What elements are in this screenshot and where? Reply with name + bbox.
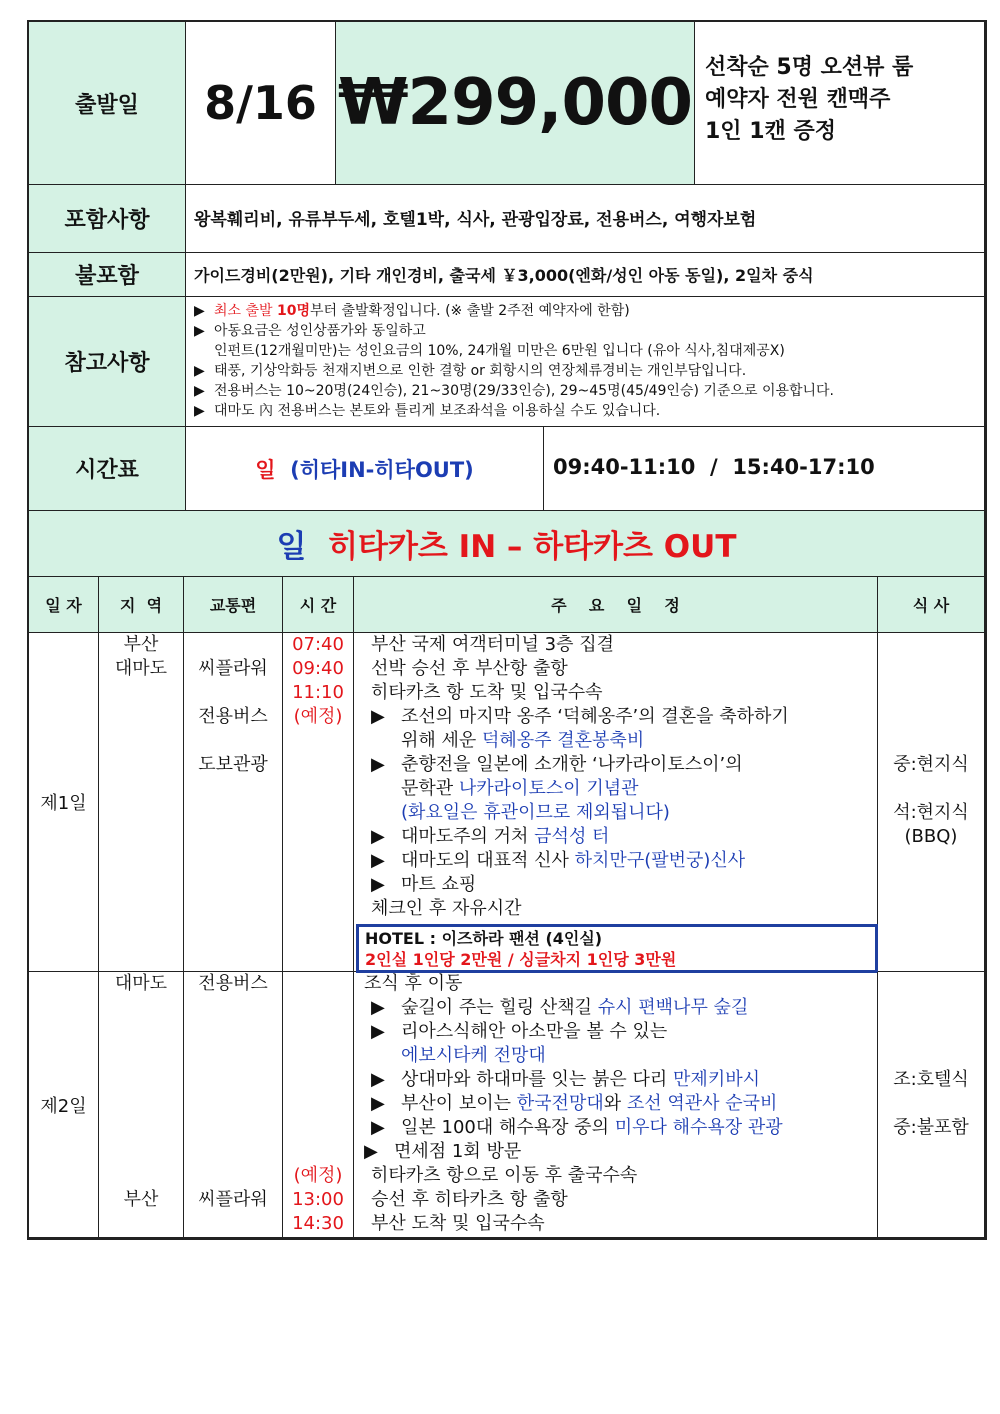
- meal-text: (BBQ): [904, 826, 958, 847]
- itinerary-line: 체크인 후 자유시간: [371, 898, 522, 919]
- triangle-bullet-icon: ▶: [371, 1021, 385, 1042]
- itinerary-line: 문학관: [401, 778, 459, 799]
- meal-text: 석:현지식: [893, 802, 969, 823]
- departure-label: 출발일: [29, 22, 186, 185]
- itinerary-line: 조선의 마지막 옹주 ‘덕혜옹주’의 결혼을 축하하기: [401, 706, 789, 727]
- schedule-day: 일: [255, 457, 276, 482]
- itinerary-line: 와: [603, 1093, 627, 1114]
- day2-label: 제2일: [29, 972, 99, 1238]
- notes-line: 전용버스는 10~20명(24인승), 21~30명(29/33인승), 29~45명(45/49인승) 기준으로 이용합니다.: [214, 383, 835, 399]
- col-header-time: 시 간: [283, 577, 354, 633]
- triangle-bullet-icon: ▶: [371, 850, 385, 871]
- itinerary-line: 부산 국제 여객터미널 3층 집결: [371, 634, 614, 655]
- attraction-name: 나카라이토스이 기념관: [458, 778, 639, 799]
- itinerary-line: 대마도주의 거처: [401, 826, 535, 847]
- itinerary-line: 위해 세운: [401, 730, 482, 751]
- day2-transport: [184, 972, 283, 1238]
- attraction-name: 하치만구(팔번궁)신사: [574, 850, 746, 871]
- triangle-bullet-icon: ▶: [194, 383, 205, 399]
- itinerary-line: 부산이 보이는: [401, 1093, 517, 1114]
- itinerary-line: 조식 후 이동: [364, 973, 463, 994]
- attraction-name: 조선 역관사 순국비: [626, 1093, 778, 1114]
- triangle-bullet-icon: ▶: [194, 403, 205, 419]
- route-banner: [29, 511, 985, 577]
- included-label: 포함사항: [29, 185, 186, 253]
- region-text: 대마도: [114, 658, 168, 679]
- excluded-text: 가이드경비(2만원), 기타 개인경비, 출국세 ￥3,000(엔화/성인 아동 동일), 2일차 중식: [186, 253, 985, 297]
- notes-body: [186, 297, 985, 427]
- itinerary-line: 승선 후 히타카츠 항 출항: [371, 1189, 568, 1210]
- time-text: 11:10: [292, 682, 344, 703]
- time-text: (예정): [293, 706, 343, 727]
- triangle-bullet-icon: ▶: [371, 706, 385, 727]
- notes-line: 부터 출발확정입니다. (※ 출발 2주전 예약자에 한함): [310, 303, 630, 319]
- day1-label: 제1일: [29, 633, 99, 972]
- included-text: 왕복훼리비, 유류부두세, 호텔1박, 식사, 관광입장료, 전용버스, 여행자보험: [186, 185, 985, 253]
- transport-text: 전용버스: [198, 706, 268, 727]
- triangle-bullet-icon: ▶: [371, 754, 385, 775]
- day1-itinerary: [354, 633, 878, 972]
- attraction-name: 금석성 터: [534, 826, 610, 847]
- day1-meals: [878, 633, 985, 972]
- day2-times: [283, 972, 354, 1238]
- hotel-box: [356, 924, 878, 973]
- itinerary-line: 일본 100대 해수욕장 중의: [401, 1117, 615, 1138]
- price: ₩299,000: [336, 22, 695, 185]
- notes-label: 참고사항: [29, 297, 186, 427]
- attraction-name: 한국전망대: [516, 1093, 604, 1114]
- col-header-itinerary: 주 요 일 정: [354, 577, 878, 633]
- min-departure-count: 10명: [277, 303, 311, 319]
- hotel-surcharge: 2인실 1인당 2만원 / 싱글차지 1인당 3만원: [365, 950, 677, 969]
- promo-line: 선착순 5명 오션뷰 룸: [705, 55, 914, 80]
- notes-line: 아동요금은 성인상품가와 동일하고: [214, 323, 426, 339]
- min-departure-text: 최소 출발: [214, 303, 277, 319]
- triangle-bullet-icon: ▶: [371, 826, 385, 847]
- triangle-bullet-icon: ▶: [371, 1117, 385, 1138]
- meal-text: 중:불포함: [893, 1117, 969, 1138]
- triangle-bullet-icon: ▶: [371, 1093, 385, 1114]
- triangle-bullet-icon: ▶: [371, 997, 385, 1018]
- triangle-bullet-icon: ▶: [194, 323, 205, 339]
- meal-text: 조:호텔식: [893, 1069, 969, 1090]
- day2-meals: [878, 972, 985, 1238]
- itinerary-line: 부산 도착 및 입국수속: [371, 1213, 545, 1234]
- itinerary-line: 대마도의 대표적 신사: [401, 850, 575, 871]
- triangle-bullet-icon: ▶: [194, 303, 205, 319]
- attraction-name: 슈시 편백나무 숲길: [597, 997, 749, 1018]
- region-text: 부산: [123, 1189, 159, 1210]
- attraction-name: 만제키바시: [673, 1069, 760, 1090]
- col-header-region: 지 역: [99, 577, 184, 633]
- promo-line: 예약자 전원 캔맥주: [705, 87, 891, 112]
- itinerary-line: 히타카츠 항 도착 및 입국수속: [371, 682, 603, 703]
- transport-text: 도보관광: [198, 754, 268, 775]
- day2-regions: [99, 972, 184, 1238]
- time-text: 14:30: [292, 1213, 344, 1234]
- departure-date: 8/16: [186, 22, 336, 185]
- col-header-day: 일 자: [29, 577, 99, 633]
- col-header-meals: 식 사: [878, 577, 985, 633]
- banner-title: 히타카츠 IN – 하타카츠 OUT: [328, 529, 737, 565]
- attraction-name: 에보시타케 전망대: [401, 1045, 546, 1066]
- attraction-name: 덕혜옹주 결혼봉축비: [482, 730, 645, 751]
- schedule-route: [186, 427, 544, 511]
- itinerary-line: 상대마와 하대마를 잇는 붉은 다리: [401, 1069, 674, 1090]
- itinerary-line: 춘향전을 일본에 소개한 ‘나카라이토스이’의: [401, 754, 743, 775]
- meal-text: 중:현지식: [893, 754, 969, 775]
- triangle-bullet-icon: ▶: [194, 363, 205, 379]
- excluded-label: 불포함: [29, 253, 186, 297]
- transport-text: 씨플라워: [198, 1189, 268, 1210]
- notes-line: 인펀트(12개월미만)는 성인요금의 10%, 24개월 미만은 6만원 입니다 (유아 식사,침대제공X): [214, 343, 785, 359]
- notes-line: 대마도 內 전용버스는 본토와 틀리게 보조좌석을 이용하실 수도 있습니다.: [214, 403, 661, 419]
- triangle-bullet-icon: ▶: [371, 1069, 385, 1090]
- itinerary-line: 선박 승선 후 부산항 출항: [371, 658, 568, 679]
- time-text: 13:00: [292, 1189, 344, 1210]
- day1-times: [283, 633, 354, 972]
- itinerary-line: 마트 쇼핑: [401, 874, 477, 895]
- time-text: 09:40: [292, 658, 344, 679]
- col-header-transport: 교통편: [184, 577, 283, 633]
- itinerary-line: 면세점 1회 방문: [394, 1141, 522, 1162]
- notes-line: 태풍, 기상악화등 천재지변으로 인한 결항 or 회항시의 연장체류경비는 개인부담입니다.: [214, 363, 747, 379]
- banner-day: 일: [276, 529, 307, 565]
- schedule-times: 09:40-11:10 / 15:40-17:10: [544, 427, 985, 511]
- itinerary-line: 히타카츠 항으로 이동 후 출국수속: [371, 1165, 638, 1186]
- promo-line: 1인 1캔 증정: [705, 119, 836, 144]
- day1-transport: [184, 633, 283, 972]
- hotel-name: HOTEL : 이즈하라 팬션 (4인실): [365, 929, 603, 948]
- day2-itinerary: [354, 972, 878, 1238]
- closure-note: (화요일은 휴관이므로 제외됩니다): [401, 802, 670, 823]
- region-text: 대마도: [114, 973, 168, 994]
- triangle-bullet-icon: ▶: [364, 1141, 378, 1162]
- itinerary-line: 숲길이 주는 힐링 산책길: [401, 997, 598, 1018]
- schedule-route-text: (히타IN-히타OUT): [290, 457, 474, 482]
- attraction-name: 미우다 해수욕장 관광: [614, 1117, 783, 1138]
- time-text: (예정): [293, 1165, 343, 1186]
- transport-text: 전용버스: [198, 973, 268, 994]
- day1-regions: [99, 633, 184, 972]
- itinerary-line: 리아스식해안 아소만을 볼 수 있는: [401, 1021, 668, 1042]
- region-text: 부산: [123, 634, 159, 655]
- time-text: 07:40: [292, 634, 344, 655]
- transport-text: 씨플라워: [198, 658, 268, 679]
- schedule-label: 시간표: [29, 427, 186, 511]
- triangle-bullet-icon: ▶: [371, 874, 385, 895]
- promo-box: [695, 22, 985, 185]
